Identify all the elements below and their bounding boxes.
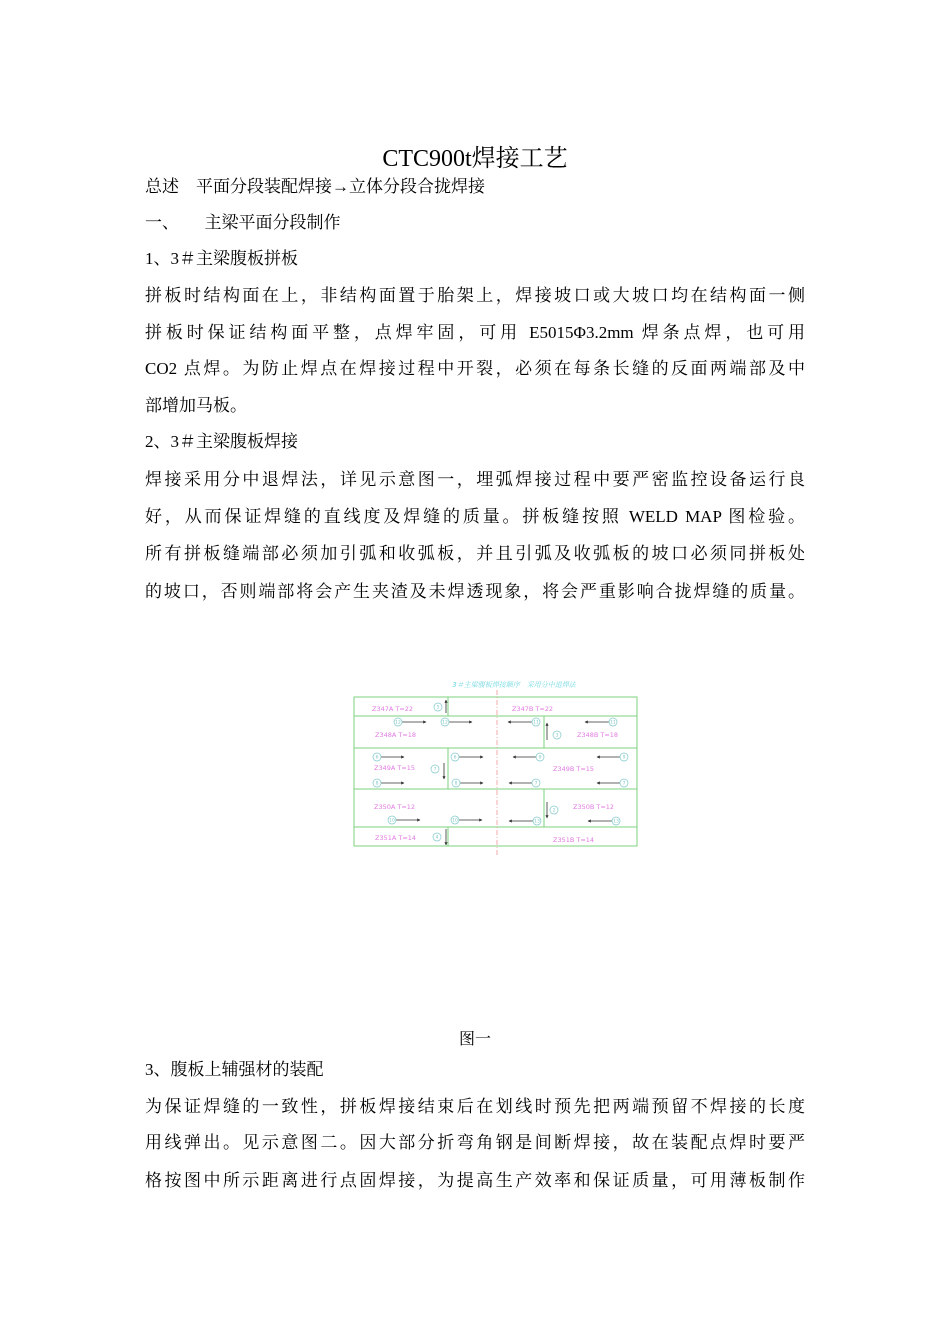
plate-label: Z351B T=14 bbox=[553, 836, 595, 844]
document-title: CTC900t焊接工艺 bbox=[382, 146, 568, 172]
plate-label: Z348B T=18 bbox=[577, 731, 619, 739]
plate-label: Z349A T=15 bbox=[374, 764, 416, 772]
sequence-number: 12 bbox=[395, 720, 401, 726]
subsection-heading: 1、3＃主梁腹板拼板 bbox=[145, 249, 298, 268]
plate-label: Z347B T=22 bbox=[512, 705, 554, 713]
paragraph-line: 为保证焊缝的一致性，拼板焊接结束后在划线时预先把两端预留不焊接的长度 bbox=[145, 1097, 805, 1116]
paragraph-line: 焊接采用分中退焊法，详见示意图一，埋弧焊接过程中要严密监控设备运行良 bbox=[145, 470, 805, 489]
sequence-number: 9 bbox=[622, 755, 626, 761]
paragraph-line: CO2 点焊。为防止焊点在焊接过程中开裂，必须在每条长缝的反面两端部及中 bbox=[145, 359, 805, 378]
plate-label: Z348A T=18 bbox=[375, 731, 417, 739]
figure-caption: 图一 bbox=[458, 1031, 491, 1048]
paragraph-line: 用线弹出。见示意图二。因大部分折弯角钢是间断焊接，故在装配点焊时要严 bbox=[145, 1133, 805, 1152]
paragraph-line: 好，从而保证焊缝的直线度及焊缝的质量。拼板缝按照 WELD MAP 图检验。 bbox=[145, 507, 805, 526]
section-heading: 一、 主梁平面分段制作 bbox=[145, 213, 341, 232]
sequence-number: 10 bbox=[452, 818, 458, 824]
sequence-number: 12 bbox=[442, 720, 448, 726]
sequence-number: 2 bbox=[552, 808, 556, 814]
paragraph-line: 部增加马板。 bbox=[145, 396, 247, 415]
plate-label: Z350B T=12 bbox=[573, 803, 615, 811]
sequence-number: 11 bbox=[533, 720, 539, 726]
sequence-number: 13 bbox=[613, 819, 619, 825]
paragraph-line: 格按图中所示距离进行点固焊接，为提高生产效率和保证质量，可用薄板制作 bbox=[145, 1171, 805, 1190]
sequence-number: 9 bbox=[538, 755, 542, 761]
sequence-number: 8 bbox=[454, 781, 458, 787]
subsection-heading: 3、腹板上辅强材的装配 bbox=[145, 1060, 324, 1079]
plate-grid bbox=[354, 690, 637, 855]
diagram-title: 3＃主梁腹板焊接顺序 采用分中退焊法 bbox=[452, 681, 576, 689]
sequence-number: 11 bbox=[610, 720, 616, 726]
plate-label: Z350A T=12 bbox=[374, 803, 416, 811]
sequence-number: 3 bbox=[555, 733, 559, 739]
sequence-number: 7 bbox=[622, 781, 626, 787]
paragraph-line: 的坡口，否则端部将会产生夹渣及未焊透现象，将会严重影响合拢焊缝的质量。 bbox=[145, 582, 805, 601]
sequence-number: 4 bbox=[435, 835, 439, 841]
sequence-number: 7 bbox=[534, 781, 538, 787]
sequence-number: 5 bbox=[436, 705, 440, 711]
paragraph-line: 拼板时保证结构面平整，点焊牢固，可用 E5015Φ3.2mm 焊条点焊，也可用 bbox=[145, 323, 805, 342]
sequence-number: 10 bbox=[389, 818, 395, 824]
paragraph-line: 拼板时结构面在上，非结构面置于胎架上，焊接坡口或大坡口均在结构面一侧 bbox=[145, 286, 805, 305]
sequence-number: 6 bbox=[375, 755, 379, 761]
plate-label: Z347A T=22 bbox=[372, 705, 414, 713]
sequence-number: 6 bbox=[453, 755, 457, 761]
plate-labels bbox=[372, 705, 618, 844]
plate-label: Z351A T=14 bbox=[375, 834, 417, 842]
overview-line: 总述 平面分段装配焊接→立体分段合拢焊接 bbox=[145, 177, 485, 196]
sequence-number: 7 bbox=[433, 767, 437, 773]
paragraph-line: 所有拼板缝端部必须加引弧和收弧板，并且引弧及收弧板的坡口必须同拼板处 bbox=[145, 544, 805, 563]
subsection-heading: 2、3＃主梁腹板焊接 bbox=[145, 432, 298, 451]
plate-label: Z349B T=15 bbox=[553, 765, 595, 773]
sequence-number: 13 bbox=[534, 819, 540, 825]
sequence-number: 8 bbox=[375, 781, 379, 787]
